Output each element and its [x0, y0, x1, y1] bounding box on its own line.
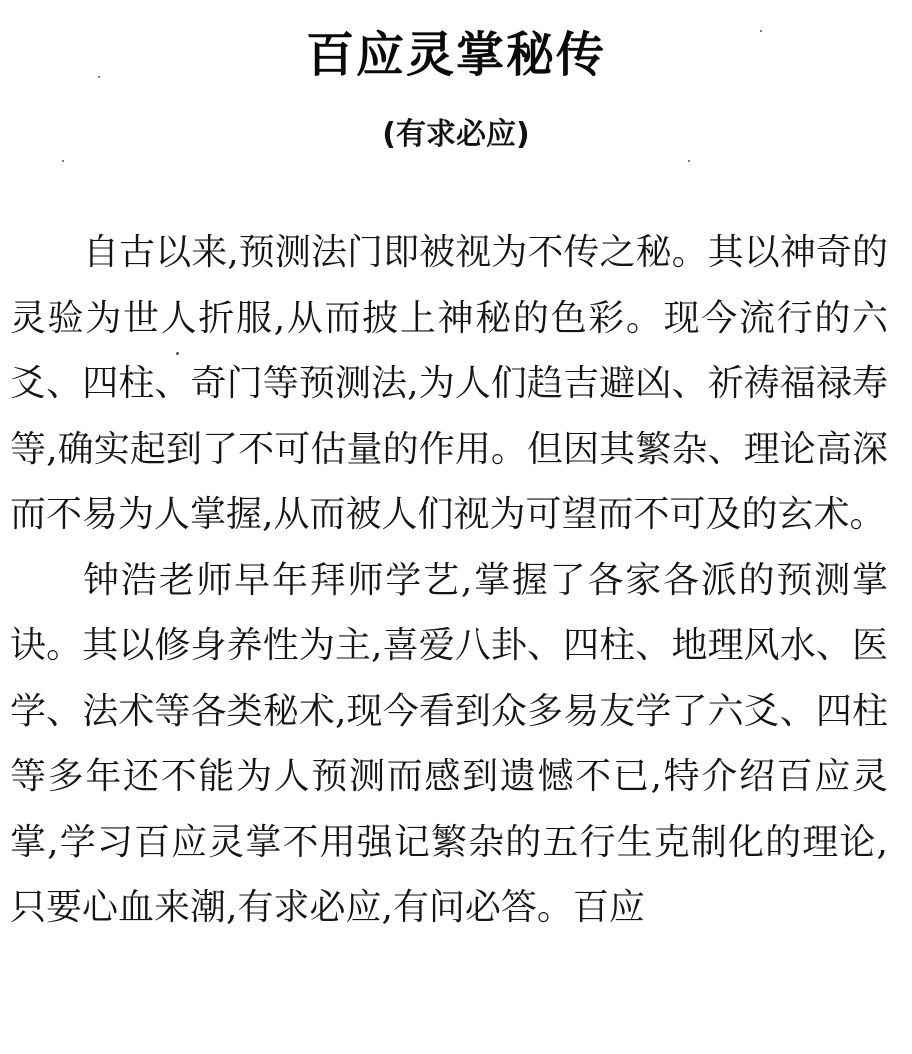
paragraph-2: 钟浩老师早年拜师学艺,掌握了各家各派的预测掌诀。其以修身养性为主,喜爱八卦、四柱、地理风水、医学、法术等各类秘术,现今看到众多易友学了六爻、四柱等多年还不能为人预测而感到遗憾不已,特介绍百应灵掌,学习百应灵掌不用强记繁杂的五行生克制化的理论,只要心血来潮,有求必应,有问必答。百应 — [10, 559, 888, 928]
page-subtitle: (有求必应) — [382, 117, 530, 152]
paragraph-1: 自古以来,预测法门即被视为不传之秘。其以神奇的灵验为世人折服,从而披上神秘的色彩。现今流行的六爻、四柱、奇门等预测法,为人们趋吉避凶、祈祷福禄寿等,确实起到了不可估量的作用。但因其繁杂、理论高深而不易为人掌握,从而被人们视为可望而不可及的玄术。 — [10, 232, 888, 535]
body-text — [10, 220, 888, 941]
scan-speck — [176, 352, 179, 355]
scan-speck — [62, 160, 64, 162]
scan-speck — [98, 76, 100, 78]
scan-speck — [760, 30, 762, 32]
page-title: 百应灵掌秘传 — [305, 27, 606, 83]
scan-speck — [688, 160, 690, 162]
